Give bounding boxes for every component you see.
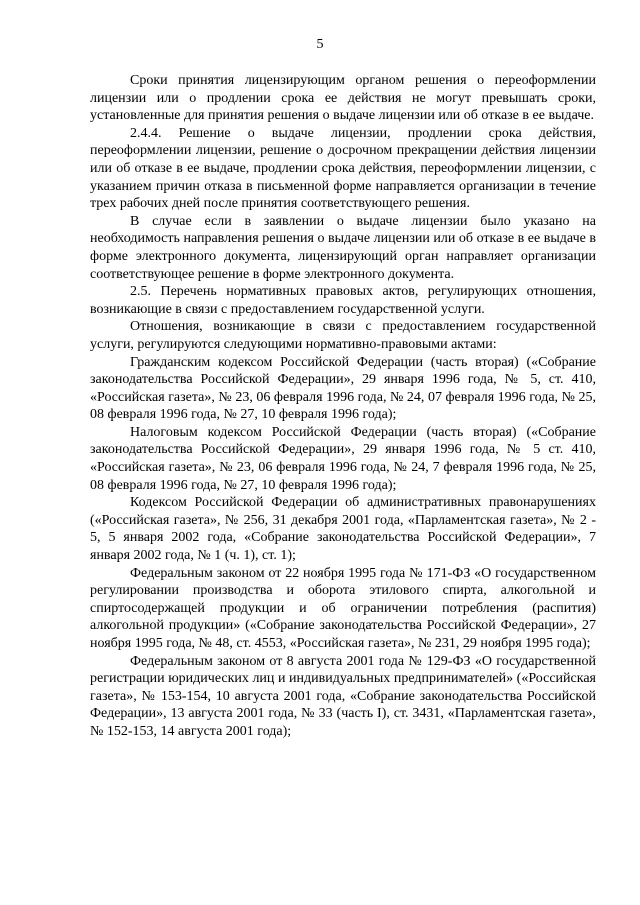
page-number: 5 [316,37,324,52]
paragraph-renewal-terms: Сроки принятия лицензирующим органом решения о переоформлении лицензии или о продлении срока ее действия не могут превышать сроки, установленные для принятия решения о выдаче лицензии или об отказе в ее выдаче. [90,73,596,124]
paragraph-law-171-fz: Федеральным законом от 22 ноября 1995 года № 171-ФЗ «О государственном регулировании производства и оборота этилового спирта, алкогольной и спиртосодержащей продукции и об ограничении потребления (распития) алкогольной продукции» («Собрание законодательства Российской Федерации», 27 ноября 1995 года, № 48, ст. 4553, «Российская газета», № 231, 29 ноября 1995 года); [90,565,596,651]
paragraph-administrative-code: Кодексом Российской Федерации об административных правонарушениях («Российская газета», № 256, 31 декабря 2001 года, «Парламентская газета», № 2 - 5, 5 января 2002 года, «Собрание законодательства Российской Федерации», 7 января 2002 года, № 1 (ч. 1), ст. 1); [90,495,596,564]
paragraph-2-4-4: 2.4.4. Решение о выдаче лицензии, продлении срока действия, переоформлении лицензии, решение о досрочном прекращении действия лицензии или об отказе в ее выдаче, продлении срока действия, переоформлении лицензии, с указанием причин отказа в письменной форме направляется организации в течение трех рабочих дней после принятия соответствующего решения. [90,125,596,212]
document-body [90,72,596,741]
paragraph-tax-code: Налоговым кодексом Российской Федерации (часть вторая) («Собрание законодательства Российской Федерации», 29 января 1996 года, № 5 ст. 410, «Российская газета», № 23, 06 февраля 1996 года, № 24, 7 февраля 1996 года, № 25, 08 февраля 1996 года, № 27, 10 февраля 1996 года); [90,424,596,493]
paragraph-regulation-intro: Отношения, возникающие в связи с предоставлением государственной услуги, регулируются следующими нормативно-правовыми актами: [90,319,596,352]
paragraph-electronic-decision: В случае если в заявлении о выдаче лицензии было указано на необходимость направления решения о выдаче лицензии или об отказе в ее выдаче в форме электронного документа, лицензирующий орган направляет организации соответствующее решение в форме электронного документа. [90,213,596,282]
paragraph-civil-code: Гражданским кодексом Российской Федерации (часть вторая) («Собрание законодательства Российской Федерации», 29 января 1996 года, № 5, ст. 410, «Российская газета», № 23, 06 февраля 1996 года, № 24, 07 февраля 1996 года, № 25, 08 февраля 1996 года, № 27, 10 февраля 1996 года); [90,354,596,423]
paragraph-law-129-fz: Федеральным законом от 8 августа 2001 года № 129-ФЗ «О государственной регистрации юридических лиц и индивидуальных предпринимателей» («Российская газета», № 153-154, 10 августа 2001 года, «Собрание законодательства Российской Федерации», 13 августа 2001 года, № 33 (часть I), ст. 3431, «Парламентская газета», № 152-153, 14 августа 2001 года); [90,653,596,739]
paragraph-2-5: 2.5. Перечень нормативных правовых актов, регулирующих отношения, возникающие в связи с предоставлением государственной услуги. [90,284,596,317]
